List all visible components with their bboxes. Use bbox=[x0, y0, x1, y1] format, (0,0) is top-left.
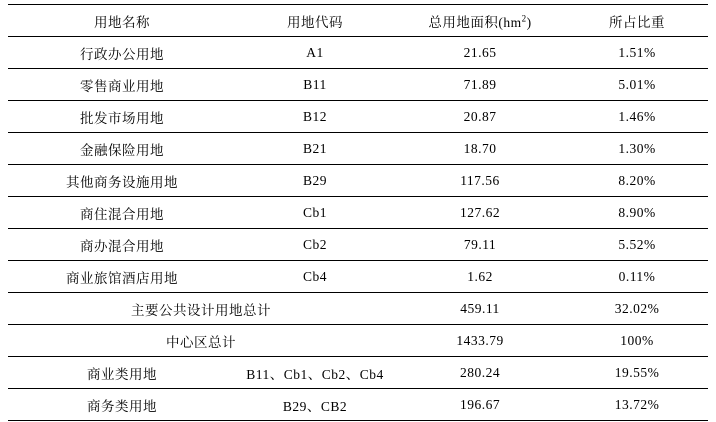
cell-code: A1 bbox=[236, 37, 394, 69]
column-header-area-superscript: 2 bbox=[521, 13, 527, 23]
table-row-summary bbox=[8, 325, 708, 357]
table-row bbox=[8, 389, 708, 421]
cell-area: 459.11 bbox=[394, 293, 566, 325]
cell-ratio: 5.01% bbox=[566, 69, 708, 101]
cell-name: 商业类用地 bbox=[8, 357, 236, 389]
table-row bbox=[8, 357, 708, 389]
table-row bbox=[8, 229, 708, 261]
column-header-area-suffix: ) bbox=[526, 14, 532, 30]
cell-code: Cb2 bbox=[236, 229, 394, 261]
cell-name: 零售商业用地 bbox=[8, 69, 236, 101]
table-row bbox=[8, 261, 708, 293]
cell-ratio: 8.90% bbox=[566, 197, 708, 229]
column-header-area-prefix: 总用地面积(hm bbox=[428, 14, 522, 30]
cell-area: 21.65 bbox=[394, 37, 566, 69]
table-row-summary bbox=[8, 293, 708, 325]
cell-code: B11、Cb1、Cb2、Cb4 bbox=[236, 357, 394, 389]
cell-code: Cb4 bbox=[236, 261, 394, 293]
cell-area: 196.67 bbox=[394, 389, 566, 421]
land-use-table-container bbox=[0, 4, 716, 422]
cell-ratio: 1.51% bbox=[566, 37, 708, 69]
cell-area: 117.56 bbox=[394, 165, 566, 197]
cell-ratio: 8.20% bbox=[566, 165, 708, 197]
cell-name: 中心区总计 bbox=[8, 325, 394, 357]
cell-ratio: 19.55% bbox=[566, 357, 708, 389]
table-row bbox=[8, 165, 708, 197]
cell-ratio: 32.02% bbox=[566, 293, 708, 325]
cell-code: B21 bbox=[236, 133, 394, 165]
cell-area: 71.89 bbox=[394, 69, 566, 101]
column-header-area bbox=[394, 5, 566, 37]
cell-name: 其他商务设施用地 bbox=[8, 165, 236, 197]
column-header-ratio: 所占比重 bbox=[566, 5, 708, 37]
cell-ratio: 5.52% bbox=[566, 229, 708, 261]
cell-code: B29、CB2 bbox=[236, 389, 394, 421]
table-header-row bbox=[8, 5, 708, 37]
cell-name: 商办混合用地 bbox=[8, 229, 236, 261]
cell-name: 主要公共设计用地总计 bbox=[8, 293, 394, 325]
cell-name: 商务类用地 bbox=[8, 389, 236, 421]
cell-code: Cb1 bbox=[236, 197, 394, 229]
table-row bbox=[8, 101, 708, 133]
table-row bbox=[8, 69, 708, 101]
cell-code: B11 bbox=[236, 69, 394, 101]
cell-area: 127.62 bbox=[394, 197, 566, 229]
column-header-name: 用地名称 bbox=[8, 5, 236, 37]
cell-name: 金融保险用地 bbox=[8, 133, 236, 165]
table-row bbox=[8, 37, 708, 69]
cell-ratio: 1.46% bbox=[566, 101, 708, 133]
cell-area: 20.87 bbox=[394, 101, 566, 133]
table-row bbox=[8, 197, 708, 229]
cell-name: 商住混合用地 bbox=[8, 197, 236, 229]
cell-ratio: 1.30% bbox=[566, 133, 708, 165]
cell-ratio: 13.72% bbox=[566, 389, 708, 421]
cell-area: 1433.79 bbox=[394, 325, 566, 357]
cell-area: 18.70 bbox=[394, 133, 566, 165]
column-header-code: 用地代码 bbox=[236, 5, 394, 37]
cell-name: 商业旅馆酒店用地 bbox=[8, 261, 236, 293]
land-use-table bbox=[8, 4, 708, 421]
cell-area: 79.11 bbox=[394, 229, 566, 261]
cell-name: 行政办公用地 bbox=[8, 37, 236, 69]
cell-name: 批发市场用地 bbox=[8, 101, 236, 133]
cell-area: 1.62 bbox=[394, 261, 566, 293]
cell-code: B12 bbox=[236, 101, 394, 133]
table-row bbox=[8, 133, 708, 165]
cell-code: B29 bbox=[236, 165, 394, 197]
cell-ratio: 0.11% bbox=[566, 261, 708, 293]
cell-area: 280.24 bbox=[394, 357, 566, 389]
cell-ratio: 100% bbox=[566, 325, 708, 357]
